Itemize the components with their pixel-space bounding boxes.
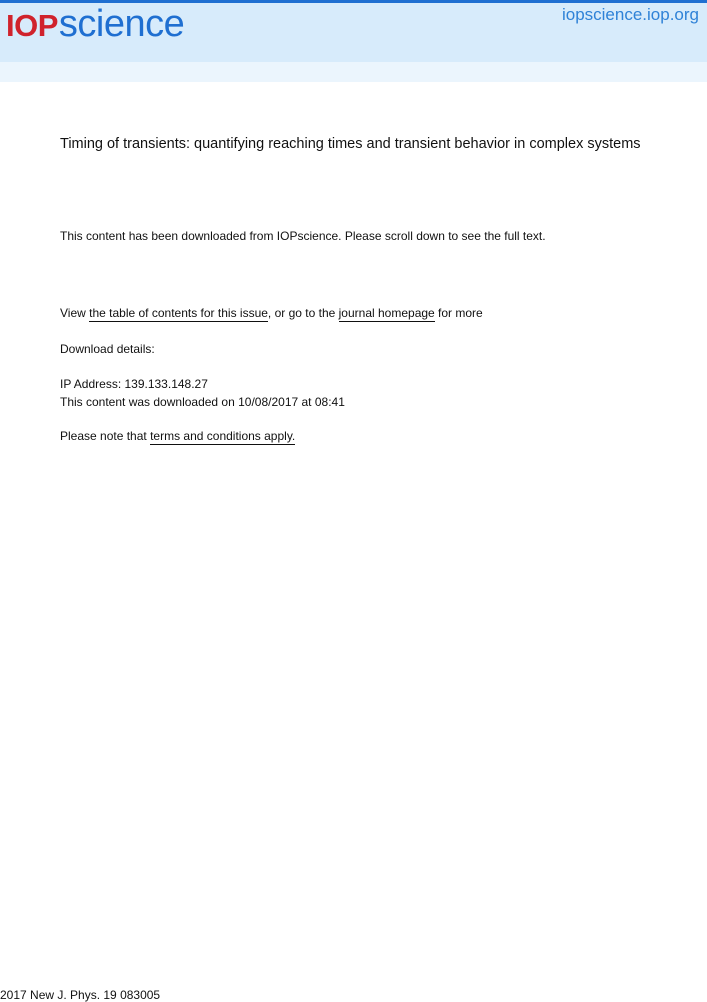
logo-iop-text: IOP	[6, 8, 58, 43]
header-sub-band	[0, 62, 707, 82]
table-of-contents-link[interactable]: the table of contents for this issue	[89, 306, 268, 320]
terms-and-conditions-link[interactable]: terms and conditions apply.	[150, 429, 296, 443]
view-suffix: for more	[434, 306, 483, 320]
view-line	[60, 306, 483, 320]
terms-prefix: Please note that	[60, 429, 151, 443]
download-notice: This content has been downloaded from IOPscience. Please scroll down to see the full text.	[60, 229, 546, 243]
download-timestamp: This content was downloaded on 10/08/2017 at 08:41	[60, 395, 345, 409]
view-middle: , or go to the	[267, 306, 339, 320]
view-prefix: View	[60, 306, 90, 320]
footer-citation: 2017 New J. Phys. 19 083005	[0, 988, 161, 1002]
terms-line	[60, 429, 295, 443]
journal-homepage-link[interactable]: journal homepage	[338, 306, 435, 320]
ip-address: IP Address: 139.133.148.27	[60, 377, 208, 391]
logo-science-text: science	[58, 3, 185, 45]
article-title: Timing of transients: quantifying reaching times and transient behavior in complex systems	[60, 136, 641, 152]
iopscience-logo[interactable]	[6, 3, 184, 45]
site-url-link[interactable]: iopscience.iop.org	[561, 5, 699, 24]
download-details-label: Download details:	[60, 342, 155, 356]
